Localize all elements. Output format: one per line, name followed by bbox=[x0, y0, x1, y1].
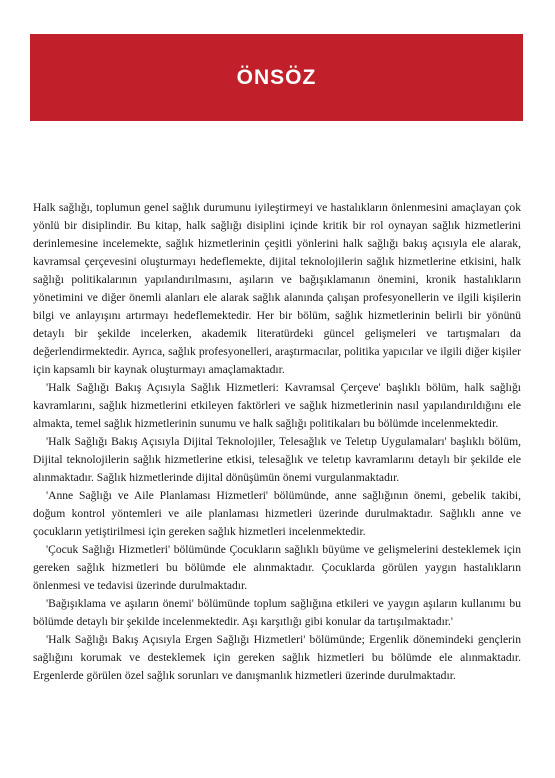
title-banner bbox=[30, 34, 523, 121]
paragraph-maternal-health: 'Anne Sağlığı ve Aile Planlaması Hizmetleri' bölümünde, anne sağlığının önemi, gebelik takibi, doğum kontrol yöntemleri ve aile planlaması hizmetleri üzerinde durulmaktadır. Sağlıklı anne ve çocukların yetiştirilmesi için gereken sağlık hizmetleri incelenmektedir. bbox=[33, 489, 521, 538]
paragraph-conceptual-framework: 'Halk Sağlığı Bakış Açısıyla Sağlık Hizmetleri: Kavramsal Çerçeve' başlıklı bölüm, halk sağlığı kavramlarını, sağlık hizmetlerini etkileyen faktörleri ve sağlık hizmetlerinin nasıl yapılandırıldığını ele almakta, temel sağlık hizmetlerinin sunumu ve halk sağlığı politikaları bu bölümde incelenmektedir. bbox=[33, 381, 521, 430]
body-text bbox=[33, 199, 521, 685]
paragraph-intro: Halk sağlığı, toplumun genel sağlık durumunu iyileştirmeyi ve hastalıkların önlenmesini amaçlayan çok yönlü bir disiplindir. Bu kitap, halk sağlığı disiplini içinde kritik bir rol oynayan sağlık hizmetlerini derinlemesine incelemekte, sağlık hizmetlerinin çeşitli yönlerini halk sağlığı bakış açısıyla ele alarak, kavramsal çerçevesini oluşturmayı hedeflemekte, dijital teknolojilerin sağlık hizmetlerine etkisini, halk sağlığı politikalarının yapılandırılmasını, aşıların ve bağışıklamanın önemini, kronik hastalıkların yönetimini ve diğer önemli alanları ele alarak sağlık alanında çalışan profesyonellerin ve ilgili kişilerin bilgi ve anlayışını artırmayı hedeflemektedir. Her bir bölüm, sağlık hizmetlerinin belirli bir yönünü detaylı bir şekilde incelerken, akademik literatürdeki güncel gelişmeleri ve tartışmaları da değerlendirmektedir. Ayrıca, sağlık profesyonelleri, araştırmacılar, politika yapıcılar ve ilgili diğer kişiler için kapsamlı bir kaynak oluşturmayı amaçlamaktadır. bbox=[33, 201, 521, 376]
paragraph-digital-technologies: 'Halk Sağlığı Bakış Açısıyla Dijital Teknolojiler, Telesağlık ve Teletıp Uygulamaları' başlıklı bölüm, Dijital teknolojilerin sağlık hizmetlerine etkisi, telesağlık ve teletıp kavramlarını detaylı bir şekilde ele alınmaktadır. Sağlık hizmetlerinde dijital dönüşümün önemi vurgulanmaktadır. bbox=[33, 435, 521, 484]
paragraph-child-health: 'Çocuk Sağlığı Hizmetleri' bölümünde Çocukların sağlıklı büyüme ve gelişmelerini desteklemek için gereken sağlık hizmetleri bu bölümde ele alınmaktadır. Çocuklarda görülen yaygın hastalıkların önlenmesi ve tedavisi üzerinde durulmaktadır. bbox=[33, 543, 521, 592]
paragraph-immunization: 'Bağışıklama ve aşıların önemi' bölümünde toplum sağlığına etkileri ve yaygın aşıların kullanımı bu bölümde detaylı bir şekilde incelenmektedir. Aşı karşıtlığı gibi konular da tartışılmaktadır.' bbox=[33, 597, 521, 628]
paragraph-adolescent-health: 'Halk Sağlığı Bakış Açısıyla Ergen Sağlığı Hizmetleri' bölümünde; Ergenlik dönemindeki gençlerin sağlığını korumak ve desteklemek için gereken sağlık hizmetleri bu bölümde ele alınmaktadır. Ergenlerde görülen özel sağlık sorunları ve danışmanlık hizmetleri üzerinde durulmaktadır. bbox=[33, 633, 521, 682]
page-title: ÖNSÖZ bbox=[236, 65, 317, 89]
